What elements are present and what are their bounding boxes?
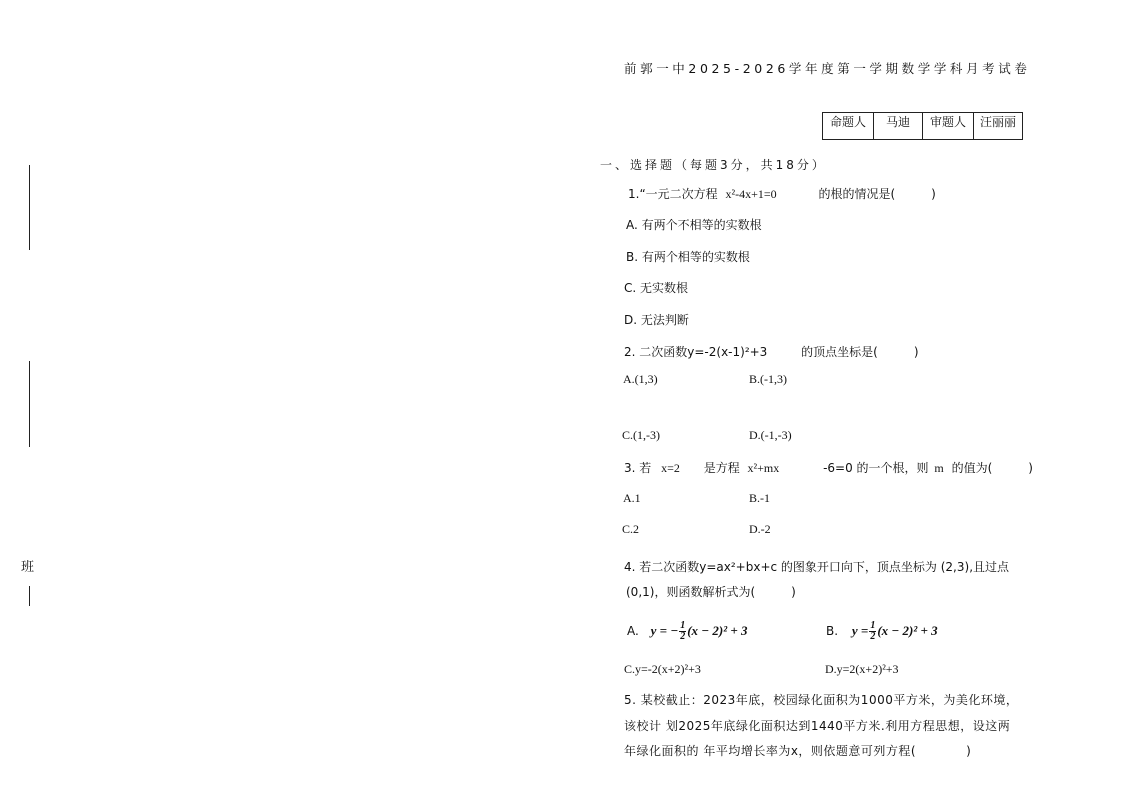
class-label: 班: [21, 560, 35, 575]
question-5-line-2: 该校计 划2025年底绿化面积达到1440平方米.利用方程思想，设这两: [624, 719, 1011, 733]
q3-m: m: [934, 461, 944, 475]
q1-option-d: D. 无法判断: [624, 313, 689, 327]
q4-option-a-pre: y = −: [650, 623, 679, 638]
q4-option-b: [826, 621, 938, 642]
q1-tail: 的根的情况是( ): [818, 187, 936, 201]
q4-option-b-fraction: [869, 621, 876, 642]
q3-option-d: D.-2: [749, 522, 771, 536]
q2-tail: 的顶点坐标是( ): [801, 345, 919, 359]
staff-table: [822, 112, 1023, 140]
binding-line-middle: [29, 361, 30, 447]
q2-option-d: D.(-1,-3): [749, 428, 792, 442]
q3-option-a: A.1: [623, 491, 641, 505]
question-4-line-1: 4. 若二次函数y=ax²+bx+c 的图象开口向下，顶点坐标为 (2,3),且过点: [624, 560, 1010, 574]
q1-option-a: A. 有两个不相等的实数根: [626, 218, 762, 232]
q1-expr: x²-4x+1=0: [725, 187, 777, 201]
q1-lead: 1.“一元二次方程: [628, 187, 718, 201]
question-1: [628, 185, 936, 202]
question-2: [624, 343, 919, 360]
question-5-line-1: 5. 某校截止：2023年底，校园绿化面积为1000平方米，为美化环境，: [624, 693, 1019, 707]
q3-x: x=2: [661, 461, 680, 475]
q4-option-a-frac-num: 1: [680, 620, 686, 631]
q4-option-a: [627, 621, 748, 642]
q4-option-b-frac-den: 2: [870, 631, 876, 642]
section-title: 一、选择题（每题3分，共18分）: [600, 158, 827, 172]
q3-eq: x²+mx: [747, 461, 780, 475]
q4-option-a-fraction: [679, 621, 686, 642]
q4-option-b-frac-num: 1: [870, 620, 876, 631]
q4-option-b-pre: y =: [851, 623, 869, 638]
exam-title: 前郭一中2025-2026学年度第一学期数学学科月考试卷: [624, 61, 1031, 76]
q4-option-c: C.y=-2(x+2)²+3: [624, 662, 701, 676]
q1-option-b: B. 有两个相等的实数根: [626, 250, 750, 264]
q4-option-a-label: A.: [627, 624, 639, 638]
q4-option-d: D.y=2(x+2)²+3: [825, 662, 899, 676]
q4-option-b-post: (x − 2)² + 3: [877, 623, 938, 638]
q4-option-a-post: (x − 2)² + 3: [687, 623, 748, 638]
binding-line-top: [29, 165, 30, 250]
staff-cell-reviewer-label: 审题人: [923, 113, 974, 140]
question-5-line-3: 年绿化面积的 年平均增长率为x，则依题意可列方程( ): [624, 744, 972, 758]
staff-cell-reviewer-name: 汪丽丽: [974, 113, 1023, 140]
q4-option-b-label: B.: [826, 624, 839, 638]
q3-lead: 3. 若: [624, 461, 652, 475]
question-4-line-2: (0,1)，则函数解析式为( ): [626, 585, 796, 599]
q3-option-c: C.2: [622, 522, 640, 536]
q2-option-b: B.(-1,3): [749, 372, 787, 386]
staff-cell-setter-name: 马迪: [874, 113, 923, 140]
q2-option-c: C.(1,-3): [622, 428, 660, 442]
q2-lead: 2. 二次函数y=-2(x-1)²+3: [624, 345, 768, 359]
q2-option-a: A.(1,3): [623, 372, 658, 386]
q3-rest: -6=0 的一个根，则: [823, 461, 929, 475]
q3-tail: 的值为( ): [951, 461, 1033, 475]
q1-option-c: C. 无实数根: [624, 281, 689, 295]
question-3: [624, 459, 1033, 476]
q3-option-b: B.-1: [749, 491, 770, 505]
q4-option-a-frac-den: 2: [680, 631, 686, 642]
binding-line-bottom: [29, 586, 30, 606]
q3-mid: 是方程: [703, 461, 740, 475]
staff-cell-setter-label: 命题人: [823, 113, 874, 140]
